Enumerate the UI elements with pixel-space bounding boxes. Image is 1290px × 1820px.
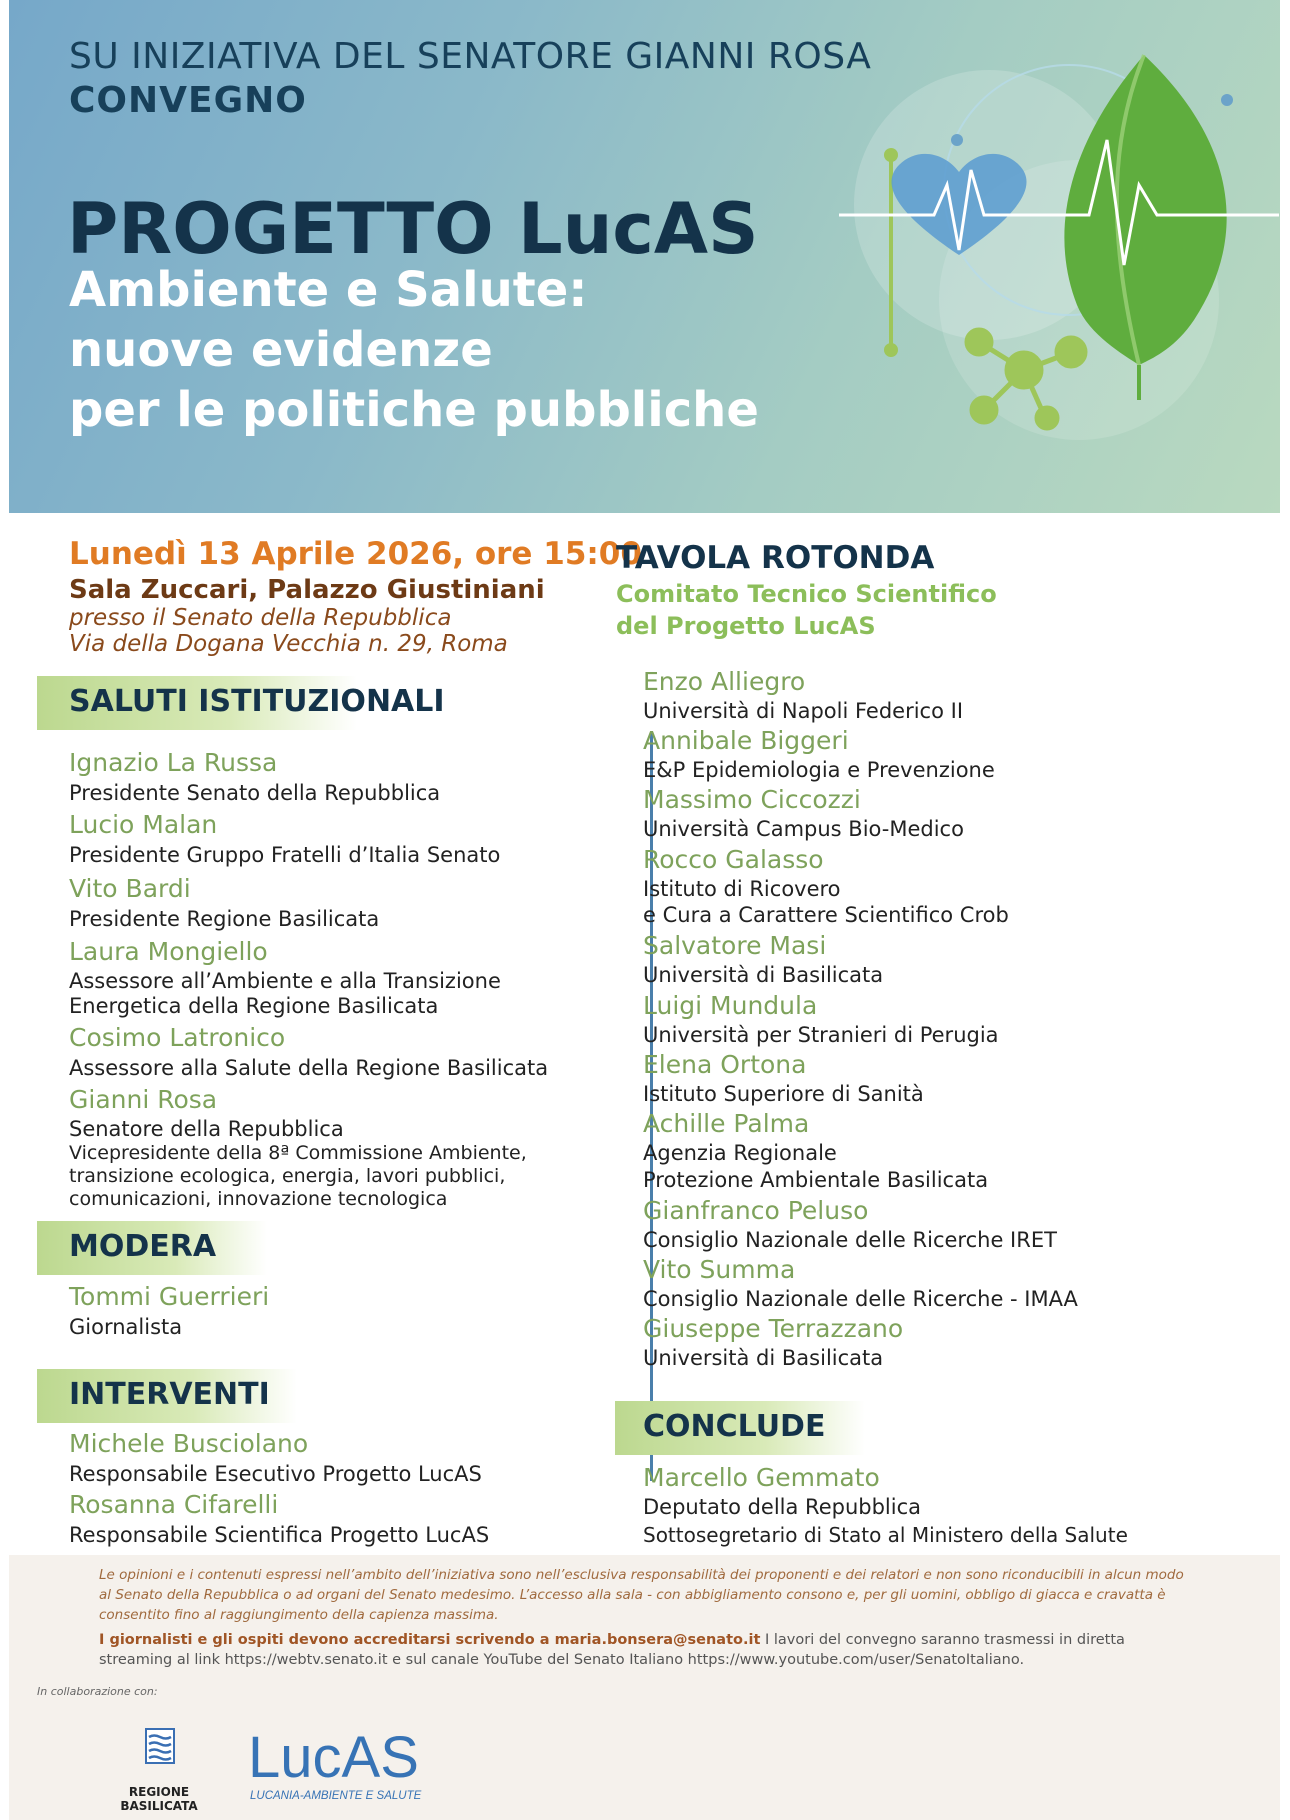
person-role: Università di Basilicata — [643, 1346, 884, 1370]
press-bold: I giornalisti e gli ospiti devono accreditarsi scrivendo a maria.bonsera@senato.it — [99, 1632, 761, 1648]
person-name: Rosanna Cifarelli — [69, 1490, 279, 1519]
health-environment-illustration — [839, 20, 1279, 450]
person-detail: comunicazioni, innovazione tecnologica — [69, 1188, 448, 1210]
person-name: Gianni Rosa — [69, 1085, 218, 1114]
person-role: Agenzia Regionale — [643, 1141, 837, 1165]
person-role: Assessore alla Salute della Regione Basilicata — [69, 1056, 549, 1080]
person-name: Tommi Guerrieri — [69, 1282, 270, 1311]
person-name: Ignazio La Russa — [69, 748, 278, 777]
header-banner — [9, 0, 1280, 513]
section-interventi — [37, 1369, 297, 1423]
person-name: Massimo Ciccozzi — [643, 785, 861, 814]
person-name: Giuseppe Terrazzano — [643, 1314, 904, 1343]
person-role: e Cura a Carattere Scientifico Crob — [643, 903, 1009, 927]
press-accreditation — [99, 1630, 1199, 1670]
person-name: Elena Ortona — [643, 1050, 807, 1079]
person-name: Cosimo Latronico — [69, 1023, 286, 1052]
person-name: Vito Bardi — [69, 874, 191, 903]
person-name: Annibale Biggeri — [643, 726, 849, 755]
person-name: Gianfranco Peluso — [643, 1196, 869, 1225]
person-name: Salvatore Masi — [643, 931, 827, 960]
section-title: INTERVENTI — [69, 1377, 270, 1412]
tavola-subtitle: del Progetto LucAS — [616, 612, 876, 640]
person-role: Consiglio Nazionale delle Ricerche - IMAA — [643, 1287, 1078, 1311]
initiative-line: SU INIZIATIVA DEL SENATORE GIANNI ROSA — [69, 36, 872, 77]
person-role: Presidente Senato della Repubblica — [69, 781, 441, 805]
person-detail: Vicepresidente della 8ª Commissione Ambiente, — [69, 1142, 527, 1164]
person-role: Università di Basilicata — [643, 963, 884, 987]
event-date: Lunedì 13 Aprile 2026, ore 15:00 — [69, 536, 642, 572]
person-name: Michele Busciolano — [69, 1429, 309, 1458]
person-role: Presidente Regione Basilicata — [69, 907, 380, 931]
person-name: Rocco Galasso — [643, 845, 824, 874]
section-title: SALUTI ISTITUZIONALI — [69, 684, 445, 719]
person-role: Presidente Gruppo Fratelli d’Italia Senato — [69, 843, 501, 867]
section-title: CONCLUDE — [643, 1409, 826, 1444]
person-name: Vito Summa — [643, 1255, 796, 1284]
person-role: Giornalista — [69, 1315, 183, 1339]
event-location: presso il Senato della Repubblica — [69, 605, 452, 631]
footer — [9, 1555, 1280, 1820]
person-detail: transizione ecologica, energia, lavori pubblici, — [69, 1165, 506, 1187]
lucas-tagline: LUCANIA-AMBIENTE E SALUTE — [250, 1790, 422, 1802]
person-name: Luigi Mundula — [643, 991, 818, 1020]
person-name: Achille Palma — [643, 1109, 810, 1138]
person-role: Responsabile Scientifica Progetto LucAS — [69, 1523, 490, 1547]
person-role: Università per Stranieri di Perugia — [643, 1023, 999, 1047]
event-venue: Sala Zuccari, Palazzo Giustiniani — [69, 575, 545, 605]
project-title: PROGETTO LucAS — [67, 188, 759, 270]
section-saluti — [37, 676, 445, 730]
tavola-title: TAVOLA ROTONDA — [616, 540, 935, 576]
lucas-logo-word: LucAS — [248, 1725, 419, 1790]
streaming-info: I lavori del convegno saranno trasmessi in diretta streaming al link https://webtv.senato.it e sul canale YouTube del Senato Italiano https://www.youtube.com/user/SenatoItaliano. — [99, 1632, 1125, 1668]
person-role: Protezione Ambientale Basilicata — [643, 1168, 989, 1192]
person-name: Enzo Alliegro — [643, 667, 806, 696]
person-name: Laura Mongiello — [69, 937, 268, 966]
person-role: Istituto Superiore di Sanità — [643, 1082, 924, 1106]
person-role: Università di Napoli Federico II — [643, 699, 964, 723]
tavola-subtitle: Comitato Tecnico Scientifico — [616, 580, 997, 608]
person-role: Consiglio Nazionale delle Ricerche IRET — [643, 1228, 1057, 1252]
section-title: MODERA — [69, 1229, 217, 1264]
subtitle-line-3: per le politiche pubbliche — [69, 382, 759, 438]
person-role: E&P Epidemiologia e Prevenzione — [643, 758, 995, 782]
regione-basilicata-label: REGIONE BASILICATA — [120, 1785, 198, 1813]
person-role: Deputato della Repubblica — [643, 1495, 922, 1519]
person-role: Istituto di Ricovero — [643, 877, 841, 901]
regione-crest-icon — [94, 1725, 224, 1785]
person-name: Marcello Gemmato — [643, 1463, 880, 1492]
disclaimer-text: Le opinioni e i contenuti espressi nell’ambito dell’iniziativa sono nell’esclusiva responsabilità dei proponenti e dei relatori e non sono riconducibili in alcun modo al Senato della Repubblica o ad organi del Senato medesimo. L’accesso alla sala - con abbigliamento consono e, per gli uomini, obbligo di giacca e cravatta è consentito fino al raggiungimento della capienza massima. — [99, 1567, 1184, 1623]
convegno-label: CONVEGNO — [69, 80, 307, 121]
person-role: Università Campus Bio-Medico — [643, 817, 964, 841]
collaboration-label: In collaborazione con: — [37, 1685, 158, 1698]
person-role: Responsabile Esecutivo Progetto LucAS — [69, 1462, 482, 1486]
person-name: Lucio Malan — [69, 810, 218, 839]
regione-basilicata-logo — [94, 1725, 224, 1815]
section-conclude — [615, 1401, 865, 1455]
subtitle-line-1: Ambiente e Salute: — [69, 262, 588, 318]
lucas-logo — [246, 1715, 446, 1815]
event-address: Via della Dogana Vecchia n. 29, Roma — [69, 631, 508, 657]
subtitle-line-2: nuove evidenze — [69, 322, 493, 378]
person-role: Assessore all’Ambiente e alla Transizione — [69, 969, 501, 993]
poster — [9, 0, 1280, 1820]
person-role: Sottosegretario di Stato al Ministero della Salute — [643, 1523, 1128, 1547]
person-role: Senatore della Repubblica — [69, 1117, 344, 1141]
person-role: Energetica della Regione Basilicata — [69, 994, 439, 1018]
section-modera — [37, 1221, 267, 1275]
